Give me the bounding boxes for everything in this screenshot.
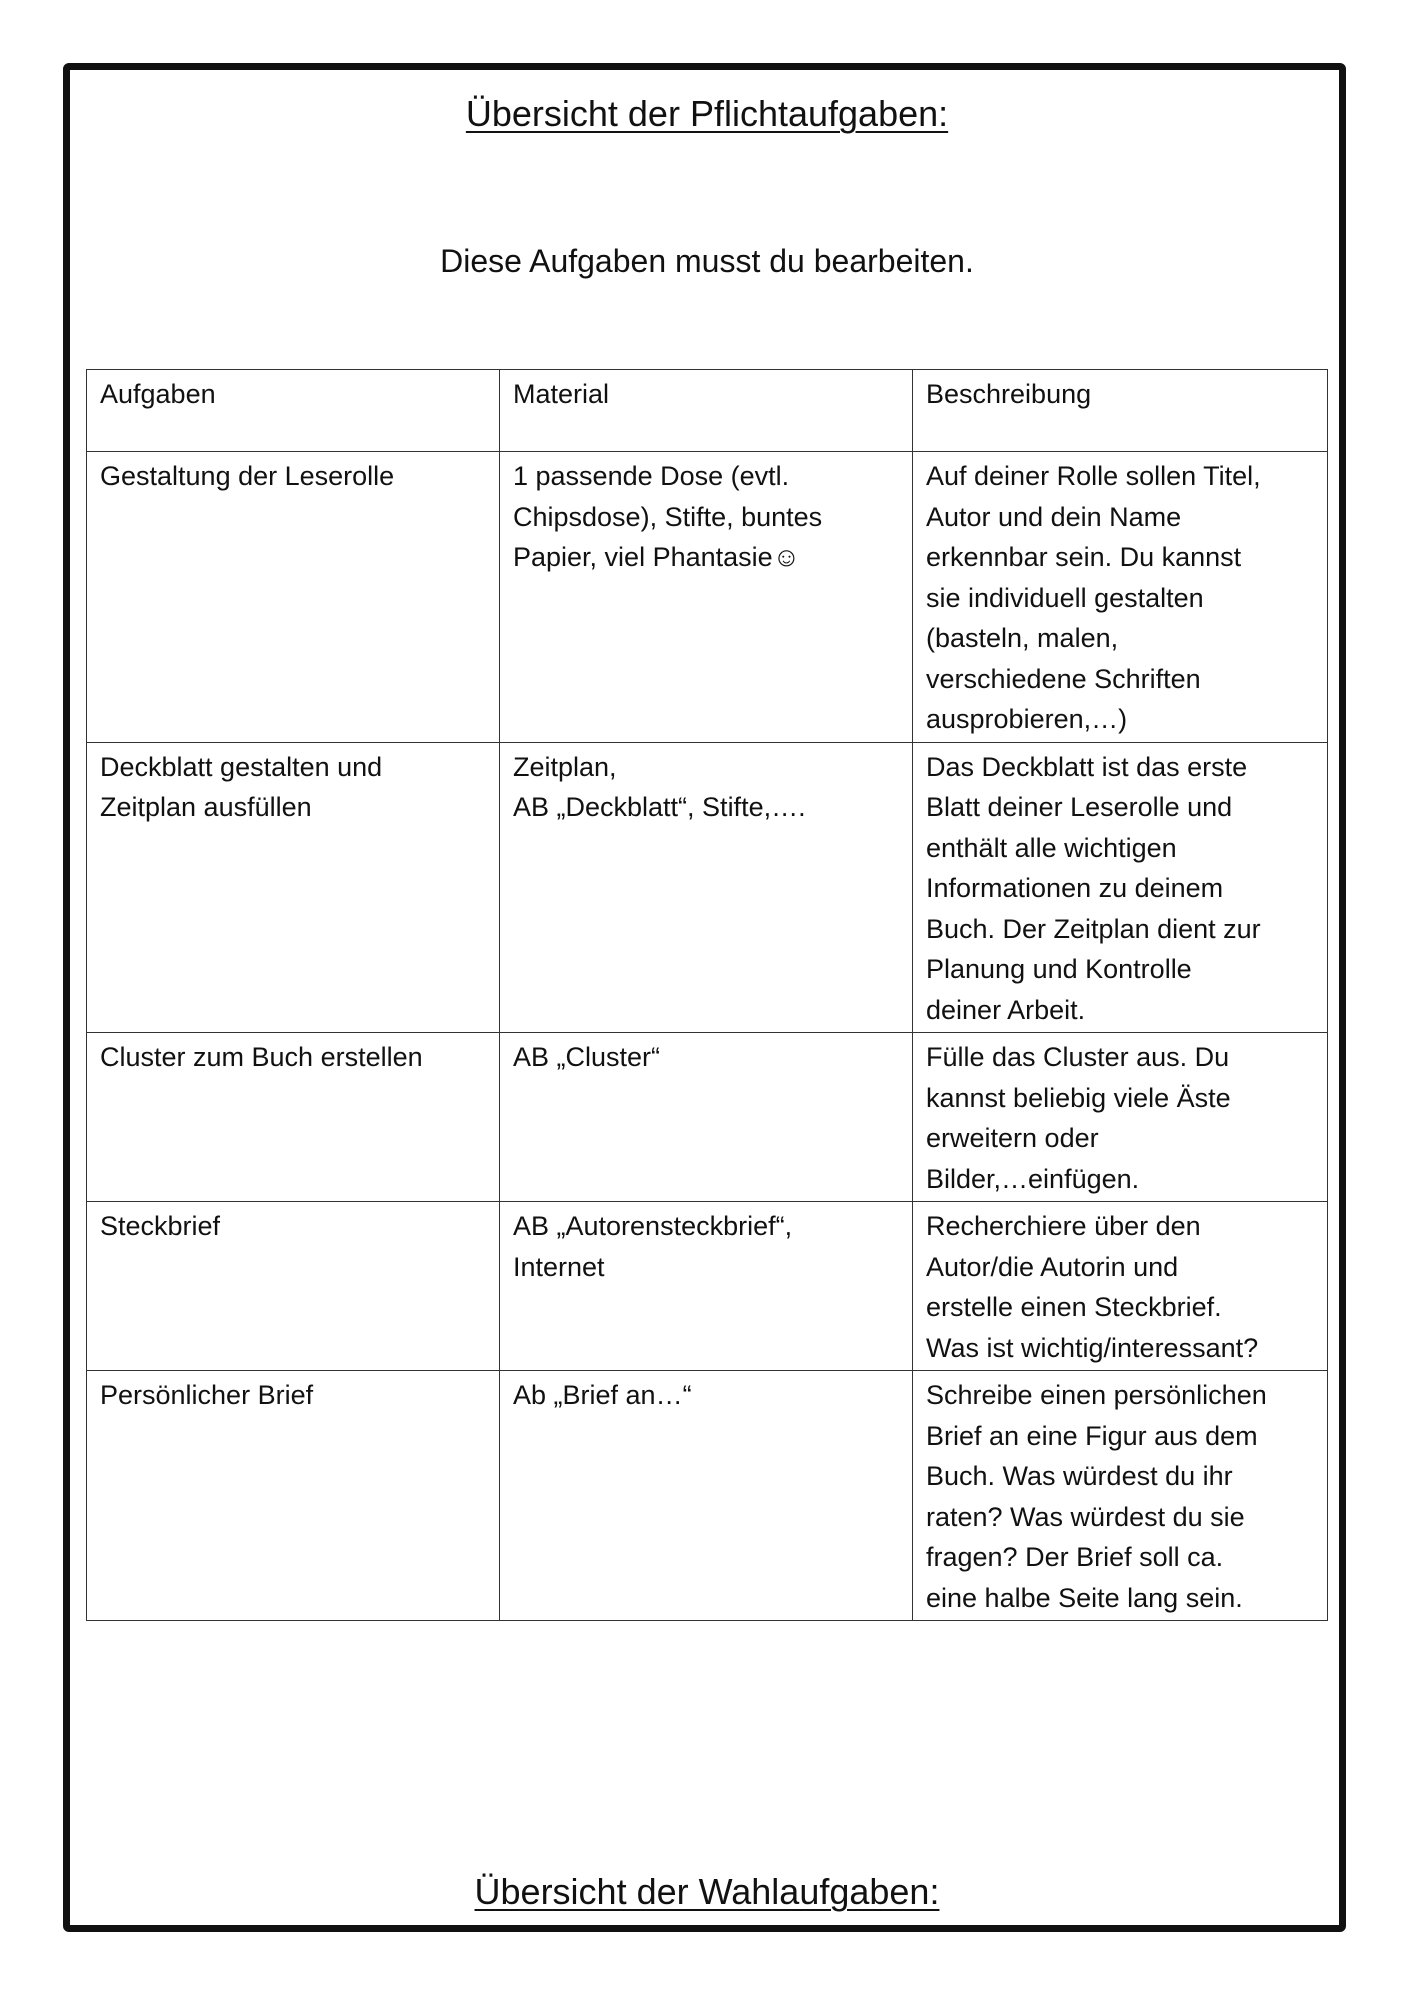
page-subtitle: Diese Aufgaben musst du bearbeiten. — [440, 243, 974, 279]
table-header-row — [87, 370, 1328, 452]
table-row — [87, 1371, 1328, 1621]
section-title-wahlaufgaben — [0, 1870, 1414, 1914]
cell-beschreibung-text: Fülle das Cluster aus. Du kannst beliebig viele Äste erweitern oder Bilder,…einfügen. — [926, 1042, 1231, 1194]
cell-beschreibung-text: Auf deiner Rolle sollen Titel, Autor und dein Name erkennbar sein. Du kannst sie individuell gestalten (basteln, malen, verschiedene Schriften ausprobieren,…) — [926, 461, 1261, 734]
cell-aufgabe — [87, 1033, 500, 1202]
cell-aufgabe — [87, 742, 500, 1033]
cell-aufgabe-text: Deckblatt gestalten und Zeitplan ausfüllen — [100, 751, 383, 822]
cell-beschreibung — [913, 1371, 1328, 1621]
page-title-text: Übersicht der Pflichtaufgaben: — [465, 93, 949, 134]
cell-beschreibung-text: Das Deckblatt ist das erste Blatt deiner Leserolle und enthält alle wichtigen Informationen zu deinem Buch. Der Zeitplan dient zur Planung und Kontrolle deiner Arbeit. — [926, 751, 1261, 1025]
header-beschreibung: Beschreibung — [913, 370, 1328, 452]
cell-aufgabe-text: Cluster zum Buch erstellen — [100, 1042, 423, 1072]
cell-material — [500, 1033, 913, 1202]
cell-material-text: AB „Autorensteckbrief“, Internet — [513, 1211, 793, 1282]
table-row — [87, 1202, 1328, 1371]
cell-material — [500, 1371, 913, 1621]
page-title — [0, 92, 1414, 136]
cell-beschreibung-text: Schreibe einen persönlichen Brief an eine Figur aus dem Buch. Was würdest du ihr raten? Was würdest du sie fragen? Der Brief soll ca. eine halbe Seite lang sein. — [926, 1380, 1267, 1613]
header-material: Material — [500, 370, 913, 452]
cell-material — [500, 1202, 913, 1371]
table-row — [87, 742, 1328, 1033]
cell-beschreibung — [913, 1202, 1328, 1371]
cell-material — [500, 742, 913, 1033]
cell-aufgabe — [87, 1371, 500, 1621]
cell-aufgabe-text: Steckbrief — [100, 1211, 221, 1241]
cell-aufgabe-text: Gestaltung der Leserolle — [100, 461, 395, 491]
cell-aufgabe — [87, 452, 500, 743]
header-aufgaben: Aufgaben — [87, 370, 500, 452]
table-row — [87, 1033, 1328, 1202]
cell-material-text: 1 passende Dose (evtl. Chipsdose), Stifte, buntes Papier, viel Phantasie☺ — [513, 461, 823, 572]
cell-beschreibung — [913, 742, 1328, 1033]
cell-beschreibung-text: Recherchiere über den Autor/die Autorin und erstelle einen Steckbrief. Was ist wichtig/interessant? — [926, 1211, 1259, 1363]
cell-material-text: Zeitplan, AB „Deckblatt“, Stifte,…. — [513, 751, 806, 822]
tasks-table — [86, 369, 1328, 1621]
cell-material-text: Ab „Brief an…“ — [513, 1380, 692, 1410]
section-title-wahlaufgaben-text: Übersicht der Wahlaufgaben: — [474, 1871, 940, 1912]
cell-material-text: AB „Cluster“ — [513, 1042, 661, 1072]
cell-material — [500, 452, 913, 743]
cell-aufgabe — [87, 1202, 500, 1371]
cell-aufgabe-text: Persönlicher Brief — [100, 1380, 314, 1410]
table-row — [87, 452, 1328, 743]
cell-beschreibung — [913, 1033, 1328, 1202]
cell-beschreibung — [913, 452, 1328, 743]
